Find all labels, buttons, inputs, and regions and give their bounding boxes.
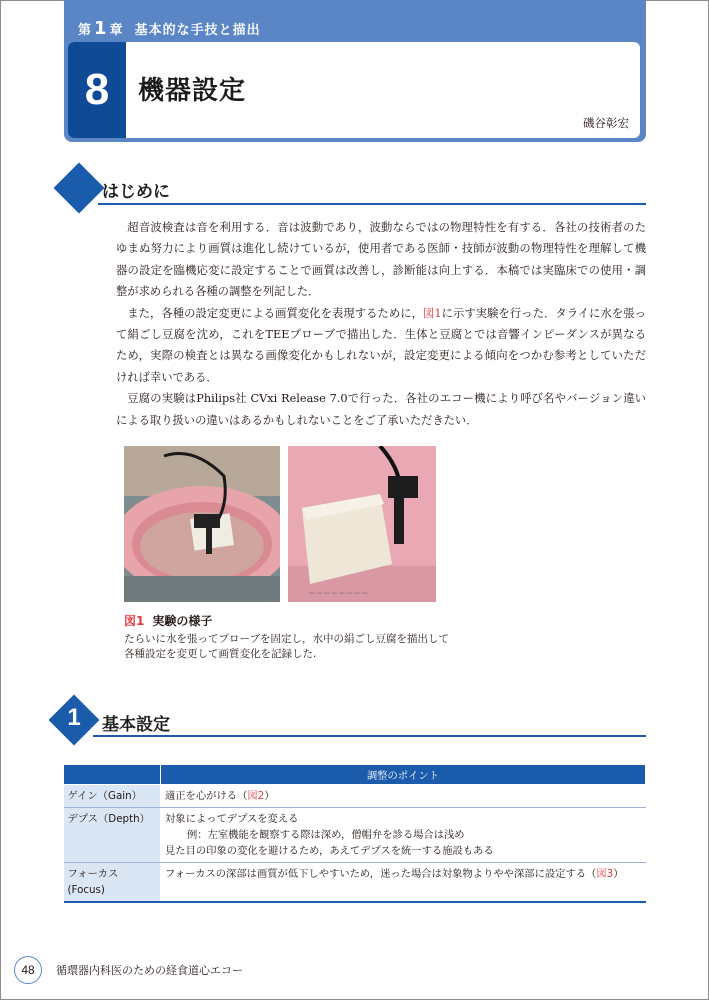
book-title: 循環器内科医のための経食道心エコー [56, 964, 243, 977]
figure-3-ref-link[interactable]: 図3 [596, 868, 614, 880]
table-header-row [64, 765, 646, 785]
table-header-blank [64, 765, 161, 785]
figure-1-caption: たらいに水を張ってプローブを固定し，水中の絹ごし豆腐を描出して 各種設定を変更して画質変化を記録した. [124, 633, 449, 660]
page-number: 48 [14, 956, 42, 984]
figure-1-label: 図1 [124, 614, 145, 628]
intro-paragraph-3: 豆腐の実験はPhilips社 CVxi Release 7.0で行った．各社のエコー機により呼び名やバージョン違いによる取り扱いの違いはあるかもしれないことをご了承いただきたい． [116, 392, 646, 427]
intro-heading: はじめに [102, 182, 170, 202]
table-header-points: 調整のポイント [161, 765, 646, 785]
figure-2-ref-link[interactable]: 図2 [247, 790, 265, 802]
table-row [64, 785, 646, 808]
figure-1-ref-link[interactable]: 図1 [423, 306, 442, 320]
row-label-focus: フォーカス (Focus) [64, 863, 161, 903]
intro-heading-rule [98, 203, 646, 205]
author-name: 磯谷彰宏 [583, 116, 629, 130]
intro-body [116, 217, 646, 431]
row-content-gain: 適正を心がける（図2） [161, 785, 646, 808]
row-content-depth: 対象によってデプスを変える 例：左室機能を観察する際は深め，僧帽弁を診る場合は浅め 見た目の印象の変化を避けるため，あえてデプスを統一する施設もある [161, 808, 646, 863]
section-number-badge: 8 [68, 42, 126, 138]
table-row [64, 863, 646, 903]
experiment-photo-left [124, 446, 280, 602]
experiment-photo-right [288, 446, 436, 602]
chapter-title: 基本的な手技と描出 [134, 23, 261, 38]
row-label-gain: ゲイン（Gain） [64, 785, 161, 808]
section-1-heading: 基本設定 [102, 715, 170, 735]
svg-text:~~~~~~~~: ~~~~~~~~ [308, 589, 369, 599]
intro-paragraph-2: また，各種の設定変更による画質変化を表現するために，図1に示す実験を行った．タライに水を張って絹ごし豆腐を沈め，これをTEEプローブで描出した．生体と豆腐とでは音響インピーダンスが異なるため，実際の検査とは異なる画像変化かもしれないが，設定変更による傾向をつかむ参考としていただければ幸いである． [116, 306, 646, 384]
chapter-label: 第 1 章 基本的な手技と描出 [78, 18, 261, 39]
row-label-depth: デプス（Depth） [64, 808, 161, 863]
settings-table [63, 764, 646, 903]
row-content-focus: フォーカスの深部は画質が低下しやすいため，迷った場合は対象物よりやや深部に設定する（図3） [161, 863, 646, 903]
section-1-number: 1 [67, 704, 81, 731]
page-title: 機器設定 [138, 76, 247, 106]
section-1-heading-rule [93, 735, 646, 737]
intro-paragraph-1: 超音波検査は音を利用する．音は波動であり，波動ならではの物理特性を有する．各社の技術者のたゆまぬ努力により画質は進化し続けているが，使用者である医師・技師が波動の物理特性を理解して機器の設定を臨機応変に設定することで画質は改善し，診断能は向上する．本稿では実臨床での使用・調整が求められる各種の調整を列記した． [116, 221, 646, 299]
table-row [64, 808, 646, 863]
figure-1-title: 図1 実験の様子 [124, 614, 213, 628]
